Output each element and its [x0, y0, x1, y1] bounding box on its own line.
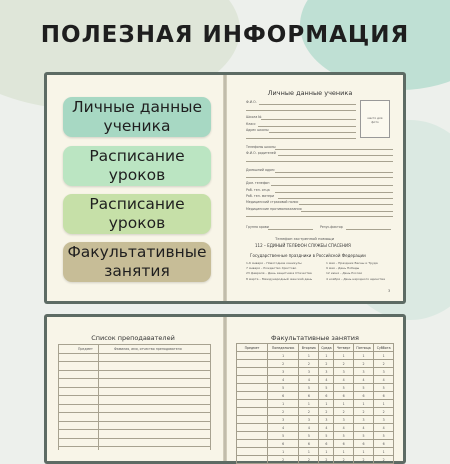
blood-group: Группа крови	[246, 225, 269, 229]
table-row	[237, 440, 394, 448]
table-cell: 3	[374, 416, 394, 424]
table-cell: 2	[353, 456, 374, 464]
table-cell	[237, 352, 268, 360]
teachers-row-line	[58, 404, 210, 405]
table-cell: 1	[319, 400, 334, 408]
table-cell: 1	[374, 400, 394, 408]
table-cell	[237, 360, 268, 368]
holidays-title: Государственные праздники в Российской Федерации	[250, 253, 366, 258]
holiday-item: 7 января – Рождество Христово	[246, 266, 297, 271]
table-cell: 1	[353, 400, 374, 408]
table-row	[237, 360, 394, 368]
table-cell: 5	[319, 432, 334, 440]
table-cell: 1	[353, 448, 374, 456]
field-line	[246, 216, 393, 217]
helpline-number: 112 – ЕДИНЫЙ ТЕЛЕФОН СЛУЖБЫ СПАСЕНИЯ	[255, 243, 351, 248]
table-cell: 2	[299, 456, 319, 464]
table-cell: 6	[374, 440, 394, 448]
field-line	[278, 155, 393, 156]
rh-factor: Резус-фактор	[320, 225, 343, 229]
table-cell: 6	[299, 392, 319, 400]
field-line	[269, 132, 356, 133]
teachers-row-line	[58, 421, 210, 422]
table-cell	[237, 376, 268, 384]
table-cell: 3	[268, 416, 299, 424]
table-row	[237, 408, 394, 416]
table-cell: 6	[268, 392, 299, 400]
teachers-col-divider	[58, 344, 59, 450]
field-label: Раб. тел. матери	[246, 194, 275, 198]
table-cell: 4	[319, 424, 334, 432]
table-cell: 5	[353, 432, 374, 440]
table-row	[237, 424, 394, 432]
holiday-item: 4 ноября – День народного единства	[326, 276, 385, 281]
field-line	[258, 126, 357, 127]
table-cell: 2	[334, 408, 353, 416]
teachers-col-header: Фамилия, имя, отчество преподавателя	[114, 347, 182, 351]
field-label: Ф.И.О. родителей	[246, 151, 276, 155]
table-cell: 3	[299, 416, 319, 424]
table-cell: 6	[268, 440, 299, 448]
table-cell	[237, 384, 268, 392]
table-cell: 3	[268, 368, 299, 376]
table-cell: 2	[374, 456, 394, 464]
holiday-item: 12 июня – День России	[326, 271, 363, 276]
table-cell: 6	[334, 392, 353, 400]
field-label: Дом. телефон	[246, 181, 270, 185]
table-cell: 2	[319, 360, 334, 368]
teachers-row-line	[58, 387, 210, 388]
electives-header-cell: Суббота	[374, 344, 394, 352]
table-cell	[237, 416, 268, 424]
table-cell: 5	[353, 384, 374, 392]
table-cell: 1	[334, 352, 353, 360]
electives-header-row	[237, 344, 394, 352]
teachers-row-line	[58, 412, 210, 413]
table-cell: 4	[374, 376, 394, 384]
table-cell: 1	[299, 448, 319, 456]
table-row	[237, 416, 394, 424]
pill-line1: Расписание	[89, 195, 185, 213]
holiday-item: 23 февраля – День защитника Отечества	[246, 271, 312, 276]
table-row	[237, 448, 394, 456]
teachers-table-border	[58, 353, 210, 354]
field-line	[346, 229, 391, 230]
table-row	[237, 432, 394, 440]
teachers-row-line	[58, 446, 210, 447]
table-cell: 4	[319, 376, 334, 384]
table-cell: 6	[299, 440, 319, 448]
table-cell: 4	[334, 376, 353, 384]
pill-lesson-schedule-2	[63, 194, 211, 234]
pill-line2: уроков	[108, 166, 166, 184]
table-cell: 2	[374, 408, 394, 416]
field-line	[246, 138, 356, 139]
teachers-row-line	[58, 429, 210, 430]
table-cell: 5	[268, 432, 299, 440]
table-cell: 4	[268, 376, 299, 384]
table-cell: 1	[319, 352, 334, 360]
holiday-item: 8 марта – Международный женский день	[246, 276, 313, 281]
table-cell: 6	[353, 440, 374, 448]
teachers-row-line	[58, 378, 210, 379]
field-line	[259, 104, 356, 105]
electives-title: Факультативные занятия	[271, 334, 359, 342]
holiday-item: 1 мая – Праздник Весны и Труда	[326, 261, 378, 265]
field-line	[261, 119, 356, 120]
table-cell: 3	[319, 368, 334, 376]
table-cell: 3	[299, 368, 319, 376]
teachers-col-divider	[98, 344, 99, 450]
field-line	[268, 229, 313, 230]
table-cell: 1	[268, 400, 299, 408]
table-cell	[237, 400, 268, 408]
field-line	[275, 149, 393, 150]
table-cell: 4	[334, 424, 353, 432]
table-cell	[237, 408, 268, 416]
field-label: Домашний адрес	[246, 168, 275, 172]
teachers-row-line	[58, 370, 210, 371]
pill-line1: Факультативные	[67, 243, 207, 261]
pill-personal-data	[63, 97, 211, 137]
holiday-item: 1-6 января – Новогодние каникулы	[246, 261, 302, 265]
table-cell: 1	[299, 400, 319, 408]
table-cell: 6	[319, 440, 334, 448]
table-cell: 5	[334, 432, 353, 440]
table-cell	[237, 440, 268, 448]
table-cell: 4	[353, 376, 374, 384]
table-cell: 3	[374, 368, 394, 376]
table-cell	[237, 448, 268, 456]
helpline-title: Телефон экстренной помощи	[275, 236, 335, 241]
field-label: Класс	[246, 122, 256, 126]
field-label: Адрес школы	[246, 128, 269, 132]
table-row	[237, 352, 394, 360]
table-cell: 5	[374, 432, 394, 440]
table-cell: 1	[299, 352, 319, 360]
table-cell: 1	[374, 352, 394, 360]
field-line	[278, 198, 393, 199]
teachers-row-line	[58, 361, 210, 362]
pill-line2: уроков	[108, 214, 166, 232]
electives-header-cell: Пятница	[353, 344, 374, 352]
table-cell: 6	[334, 440, 353, 448]
table-cell: 5	[374, 384, 394, 392]
table-cell: 6	[374, 392, 394, 400]
table-cell	[237, 392, 268, 400]
table-cell: 2	[334, 360, 353, 368]
field-label: Ф.И.О.	[246, 100, 257, 104]
field-line	[246, 110, 356, 111]
field-line	[275, 192, 393, 193]
table-cell: 3	[334, 368, 353, 376]
field-line	[301, 211, 393, 212]
table-cell: 1	[334, 400, 353, 408]
table-cell: 1	[374, 448, 394, 456]
photo-box	[360, 100, 390, 138]
electives-header-cell: Среда	[319, 344, 334, 352]
holiday-item: 9 мая – День Победы	[326, 266, 360, 271]
table-row	[237, 376, 394, 384]
field-label: Медицинские противопоказания	[246, 207, 302, 211]
table-cell: 1	[268, 352, 299, 360]
table-cell: 5	[268, 384, 299, 392]
table-cell: 6	[319, 392, 334, 400]
table-cell: 4	[374, 424, 394, 432]
table-cell: 2	[268, 408, 299, 416]
field-label: Медицинский страховой полис	[246, 200, 299, 204]
page-number: 3	[388, 289, 391, 293]
pill-electives	[63, 242, 211, 282]
table-cell: 2	[353, 360, 374, 368]
electives-header-cell: Четверг	[334, 344, 353, 352]
table-cell: 3	[319, 416, 334, 424]
table-cell: 3	[334, 416, 353, 424]
teachers-row-line	[58, 395, 210, 396]
table-cell: 2	[319, 456, 334, 464]
teachers-title: Список преподавателей	[91, 334, 175, 342]
pill-line2: ученика	[103, 117, 171, 135]
table-cell	[237, 368, 268, 376]
field-line	[275, 172, 393, 173]
table-cell: 1	[334, 448, 353, 456]
teachers-col-header: Предмет	[78, 347, 93, 351]
table-row	[237, 392, 394, 400]
table-cell: 2	[268, 456, 299, 464]
field-line	[246, 161, 393, 162]
table-cell: 1	[319, 448, 334, 456]
photo-label: место для фото	[367, 116, 383, 124]
table-cell: 4	[299, 424, 319, 432]
table-cell: 4	[299, 376, 319, 384]
electives-header-cell: Предмет	[237, 344, 268, 352]
field-line	[299, 204, 393, 205]
table-cell: 2	[299, 408, 319, 416]
table-row	[237, 400, 394, 408]
table-cell: 5	[334, 384, 353, 392]
table-cell	[237, 432, 268, 440]
table-cell: 4	[268, 424, 299, 432]
table-cell: 5	[299, 432, 319, 440]
electives-header-cell: Понедельник	[268, 344, 299, 352]
table-cell: 2	[353, 408, 374, 416]
electives-table	[236, 343, 394, 464]
student-page-title: Личные данные ученика	[267, 89, 353, 97]
table-cell: 1	[268, 448, 299, 456]
pill-line1: Расписание	[89, 147, 185, 165]
field-line	[246, 177, 393, 178]
table-cell: 1	[353, 352, 374, 360]
table-cell: 3	[353, 368, 374, 376]
field-label: Телефоны школы	[246, 145, 276, 149]
teachers-col-divider	[210, 344, 211, 450]
table-cell: 4	[353, 424, 374, 432]
field-line	[271, 185, 393, 186]
teachers-row-line	[58, 438, 210, 439]
table-cell	[237, 424, 268, 432]
teachers-table-border	[58, 344, 210, 345]
table-cell: 5	[319, 384, 334, 392]
table-cell: 2	[374, 360, 394, 368]
table-cell: 2	[319, 408, 334, 416]
table-cell: 3	[353, 416, 374, 424]
field-label: Раб. тел. отца	[246, 188, 270, 192]
table-cell: 2	[334, 456, 353, 464]
table-cell: 5	[299, 384, 319, 392]
pill-line2: занятия	[104, 262, 170, 280]
table-row	[237, 456, 394, 464]
headline: ПОЛЕЗНАЯ ИНФОРМАЦИЯ	[40, 22, 410, 48]
electives-header-cell: Вторник	[299, 344, 319, 352]
table-cell: 2	[268, 360, 299, 368]
pill-lesson-schedule-1	[63, 146, 211, 186]
pill-line1: Личные данные	[72, 98, 202, 116]
table-cell: 2	[299, 360, 319, 368]
table-cell: 6	[353, 392, 374, 400]
table-cell	[237, 456, 268, 464]
table-row	[237, 368, 394, 376]
table-row	[237, 384, 394, 392]
field-label: Школа №	[246, 115, 262, 119]
